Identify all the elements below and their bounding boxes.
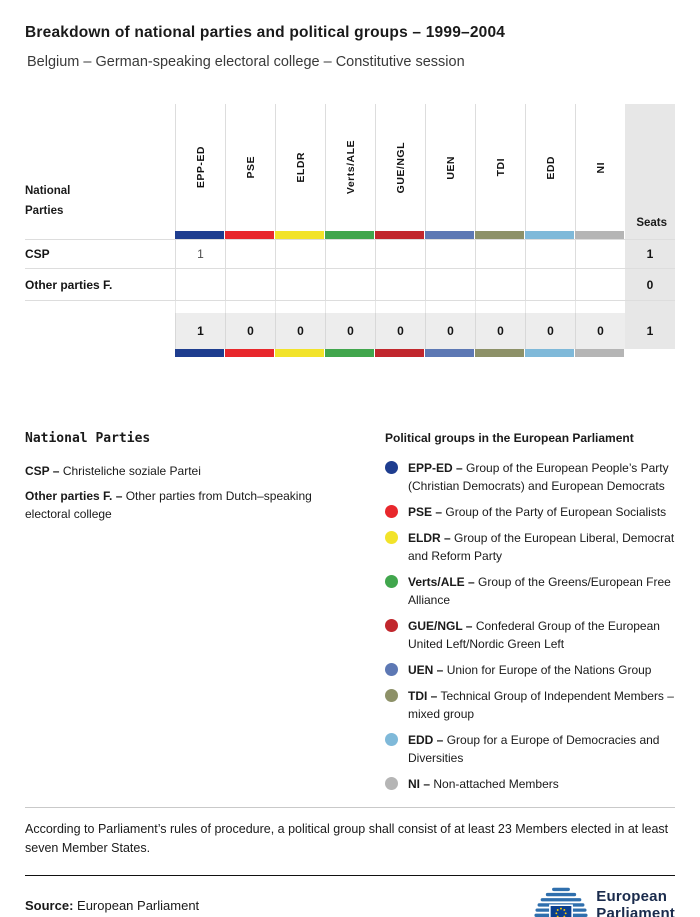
group-desc: Non-attached Members [433, 777, 559, 791]
group-desc: Technical Group of Independent Members – mixed group [408, 689, 674, 721]
party-seat-cell [575, 269, 625, 301]
group-color-bar-pse [225, 231, 275, 239]
group-color-bar-bottom-gue-ngl [375, 349, 425, 357]
group-color-dot [385, 619, 398, 632]
group-header-eldr [275, 104, 325, 231]
group-header-label: GUE/NGL [394, 141, 407, 194]
total-seat-cell: 0 [525, 313, 575, 349]
party-seat-cell [475, 269, 525, 301]
source-label: Source: [25, 898, 74, 914]
group-color-dot [385, 777, 398, 790]
footer-bar-spacer [25, 349, 175, 357]
party-seat-cell: 1 [175, 239, 225, 269]
source-value: European Parliament [77, 898, 200, 914]
political-group-legend-item [385, 731, 675, 767]
group-header-uen [425, 104, 475, 231]
party-seat-cell [475, 239, 525, 269]
group-abbr: UEN – [408, 663, 444, 677]
group-header-epp-ed [175, 104, 225, 231]
group-color-dot [385, 689, 398, 702]
group-header-label: EDD [544, 155, 557, 180]
party-row-label: Other parties F. [25, 269, 175, 301]
group-color-bar-bottom-tdi [475, 349, 525, 357]
ep-logo-line2: Parliament [596, 904, 675, 917]
political-group-legend-item [385, 459, 675, 495]
spacer-label [25, 301, 175, 313]
party-row-label: CSP [25, 239, 175, 269]
party-seat-cell [575, 239, 625, 269]
group-color-bar-edd [525, 231, 575, 239]
party-seat-cell [525, 239, 575, 269]
political-group-legend-item [385, 529, 675, 565]
header-bar-spacer [25, 231, 175, 239]
group-header-label: UEN [444, 155, 457, 180]
group-abbr: ELDR – [408, 531, 451, 545]
total-seat-cell: 0 [325, 313, 375, 349]
political-group-legend-item [385, 573, 675, 609]
national-parties-legend-heading: National Parties [25, 431, 151, 446]
group-header-label: NI [594, 161, 607, 174]
total-seat-cell: 0 [275, 313, 325, 349]
group-desc: Group of the Greens/European Free Alliance [408, 575, 671, 607]
national-parties-legend-items [25, 462, 355, 523]
spacer-cell [575, 301, 625, 313]
group-color-bar-uen [425, 231, 475, 239]
political-group-legend-item [385, 687, 675, 723]
group-header-label: Verts/ALE [344, 140, 357, 195]
group-color-dot [385, 663, 398, 676]
group-header-verts-ale [325, 104, 375, 231]
political-group-legend-text [408, 573, 675, 609]
group-color-bar-bottom-ni [575, 349, 625, 357]
group-color-bar-eldr [275, 231, 325, 239]
party-seat-cell [375, 239, 425, 269]
total-label-spacer [25, 313, 175, 349]
ep-logo-line1: European [596, 887, 668, 905]
total-seat-cell: 0 [425, 313, 475, 349]
political-group-legend-text [408, 459, 675, 495]
group-header-pse [225, 104, 275, 231]
political-groups-legend [385, 431, 675, 801]
political-group-legend-text [408, 731, 675, 767]
party-seat-cell [225, 239, 275, 269]
ep-logo [533, 884, 675, 917]
political-group-legend-item [385, 775, 675, 793]
group-color-bar-bottom-pse [225, 349, 275, 357]
group-color-bar-bottom-uen [425, 349, 475, 357]
party-seat-cell [225, 269, 275, 301]
party-seat-cell [275, 239, 325, 269]
group-color-bar-bottom-edd [525, 349, 575, 357]
parties-table-wrap [25, 104, 675, 357]
group-color-dot [385, 505, 398, 518]
national-parties-header [25, 104, 175, 231]
political-groups-legend-heading: Political groups in the European Parliament [385, 431, 634, 445]
group-header-tdi [475, 104, 525, 231]
party-seats-value: 0 [625, 269, 675, 301]
ep-logo-text [596, 889, 675, 917]
group-abbr: GUE/NGL – [408, 619, 473, 633]
spacer-seats [625, 301, 675, 313]
spacer-cell [475, 301, 525, 313]
political-groups-legend-items [385, 459, 675, 793]
footnote-divider [25, 807, 675, 808]
group-color-dot [385, 531, 398, 544]
group-color-bar-epp-ed [175, 231, 225, 239]
group-abbr: EPP-ED – [408, 461, 463, 475]
national-parties-header-line2: Parties [25, 204, 64, 217]
total-seat-cell: 0 [475, 313, 525, 349]
group-header-gue-ngl [375, 104, 425, 231]
group-desc: Group of the European People’s Party (Christian Democrats) and European Democrats [408, 461, 669, 493]
group-abbr: TDI – [408, 689, 438, 703]
group-color-bar-verts-ale [325, 231, 375, 239]
eu-flag-icon [549, 904, 573, 917]
group-color-dot [385, 575, 398, 588]
total-seat-cell: 0 [575, 313, 625, 349]
group-abbr: EDD – [408, 733, 444, 747]
group-color-bar-gue-ngl [375, 231, 425, 239]
group-desc: Group of the European Liberal, Democrat and Reform Party [408, 531, 675, 563]
total-seat-cell: 1 [175, 313, 225, 349]
spacer-cell [225, 301, 275, 313]
group-abbr: PSE – [408, 505, 443, 519]
group-color-dot [385, 733, 398, 746]
national-parties-header-line1: National [25, 184, 71, 197]
political-group-legend-text [408, 529, 675, 565]
group-color-dot [385, 461, 398, 474]
spacer-cell [525, 301, 575, 313]
political-group-legend-text [408, 775, 559, 793]
group-desc: Union for Europe of the Nations Group [446, 663, 652, 677]
party-seats-value: 1 [625, 239, 675, 269]
group-desc: Confederal Group of the European United Left/Nordic Green Left [408, 619, 660, 651]
party-seat-cell [275, 269, 325, 301]
total-seat-cell: 0 [375, 313, 425, 349]
group-abbr: Verts/ALE – [408, 575, 475, 589]
political-group-legend-item [385, 617, 675, 653]
spacer-cell [325, 301, 375, 313]
source-line [25, 898, 199, 913]
group-color-bar-bottom-epp-ed [175, 349, 225, 357]
party-seat-cell [425, 269, 475, 301]
group-color-bar-bottom-verts-ale [325, 349, 375, 357]
group-abbr: NI – [408, 777, 431, 791]
party-seat-cell [325, 269, 375, 301]
national-parties-legend [25, 431, 355, 801]
political-group-legend-text [408, 503, 666, 521]
group-color-bar-tdi [475, 231, 525, 239]
page-footer [25, 884, 675, 917]
national-party-desc: Christeliche soziale Partei [62, 464, 201, 478]
spacer-cell [275, 301, 325, 313]
group-color-bar-bottom-eldr [275, 349, 325, 357]
parties-table [25, 104, 675, 357]
national-party-term: Other parties F. – [25, 489, 123, 503]
group-color-bar-ni [575, 231, 625, 239]
footnote-text: According to Parliament’s rules of procedure, a political group shall consist of at least 23 Members elected in at least seven Member States. [25, 822, 669, 856]
group-header-label: PSE [244, 156, 257, 179]
national-party-legend-item [25, 487, 355, 523]
national-party-term: CSP – [25, 464, 60, 478]
total-seat-cell: 0 [225, 313, 275, 349]
hemicycle-icon [533, 884, 589, 917]
group-header-label: TDI [494, 158, 507, 177]
party-seat-cell [425, 239, 475, 269]
spacer-cell [175, 301, 225, 313]
group-header-ni [575, 104, 625, 231]
page-title: Breakdown of national parties and political groups – 1999–2004 [25, 24, 506, 41]
spacer-cell [375, 301, 425, 313]
group-header-edd [525, 104, 575, 231]
seats-header: Seats [625, 104, 675, 239]
political-group-legend-item [385, 661, 675, 679]
party-seat-cell [375, 269, 425, 301]
footer-divider [25, 875, 675, 876]
group-desc: Group for a Europe of Democracies and Diversities [408, 733, 660, 765]
party-seat-cell [525, 269, 575, 301]
party-seat-cell [325, 239, 375, 269]
page-subtitle: Belgium – German-speaking electoral college – Constitutive session [27, 54, 465, 70]
political-group-legend-text [408, 617, 675, 653]
group-header-label: ELDR [294, 152, 307, 183]
political-group-legend-text [408, 661, 651, 679]
political-group-legend-text [408, 687, 675, 723]
party-seat-cell [175, 269, 225, 301]
group-desc: Group of the Party of European Socialists [445, 505, 667, 519]
legend-section [25, 431, 675, 801]
group-header-label: EPP-ED [194, 146, 207, 189]
seats-grand-total: 1 [625, 313, 675, 349]
national-party-desc: Other parties from Dutch–speaking electoral college [25, 489, 312, 521]
spacer-cell [425, 301, 475, 313]
political-group-legend-item [385, 503, 675, 521]
national-party-legend-item [25, 462, 355, 480]
